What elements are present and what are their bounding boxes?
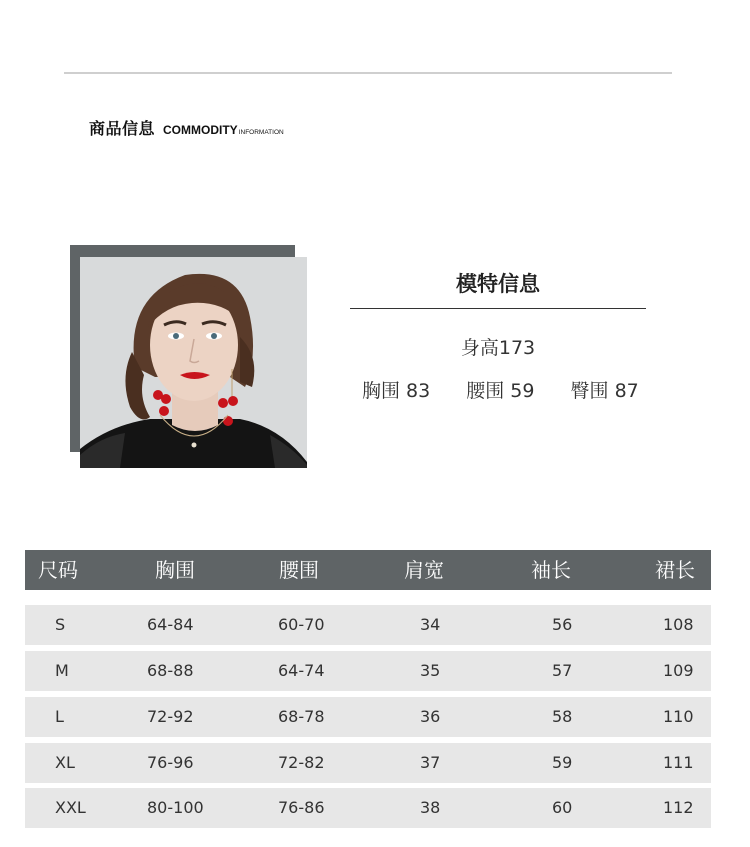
model-photo xyxy=(80,257,307,468)
section-title-cn: 商品信息 xyxy=(89,119,156,138)
skirt-length-cell: 108 xyxy=(663,615,694,634)
sleeve-cell: 58 xyxy=(552,707,573,726)
header-shoulder: 肩宽 xyxy=(404,558,444,582)
header-bust: 胸围 xyxy=(155,558,195,582)
bust-cell: 80-100 xyxy=(147,798,204,817)
sleeve-cell: 57 xyxy=(552,661,573,680)
waist-cell: 72-82 xyxy=(278,753,325,772)
skirt-length-cell: 111 xyxy=(663,753,694,772)
shoulder-cell: 35 xyxy=(420,661,441,680)
shoulder-cell: 36 xyxy=(420,707,441,726)
table-row xyxy=(25,788,711,828)
sleeve-cell: 56 xyxy=(552,615,573,634)
waist-cell: 76-86 xyxy=(278,798,325,817)
bust-cell: 64-84 xyxy=(147,615,194,634)
shoulder-cell: 34 xyxy=(420,615,441,634)
size-cell: XXL xyxy=(55,798,86,817)
table-row xyxy=(25,743,711,783)
size-table-header xyxy=(25,550,711,590)
bust-cell: 68-88 xyxy=(147,661,194,680)
section-title xyxy=(89,116,284,139)
top-divider xyxy=(64,72,672,74)
bust-cell: 76-96 xyxy=(147,753,194,772)
waist-cell: 64-74 xyxy=(278,661,325,680)
sleeve-cell: 59 xyxy=(552,753,573,772)
header-sleeve: 袖长 xyxy=(531,558,571,582)
bust-cell: 72-92 xyxy=(147,707,194,726)
header-waist: 腰围 xyxy=(279,558,319,582)
model-waist: 腰围 59 xyxy=(466,380,535,402)
size-cell: XL xyxy=(55,753,75,772)
section-title-en: COMMODITY xyxy=(163,123,238,137)
model-bust: 胸围 83 xyxy=(362,380,431,402)
model-height: 身高173 xyxy=(460,337,536,359)
skirt-length-cell: 112 xyxy=(663,798,694,817)
sleeve-cell: 60 xyxy=(552,798,573,817)
table-row xyxy=(25,651,711,691)
model-portrait-illustration xyxy=(80,257,307,468)
shoulder-cell: 37 xyxy=(420,753,441,772)
skirt-length-cell: 109 xyxy=(663,661,694,680)
waist-cell: 68-78 xyxy=(278,707,325,726)
header-skirt-length: 裙长 xyxy=(655,558,695,582)
model-info xyxy=(350,268,646,360)
shoulder-cell: 38 xyxy=(420,798,441,817)
waist-cell: 60-70 xyxy=(278,615,325,634)
size-cell: S xyxy=(55,615,66,634)
header-size: 尺码 xyxy=(38,558,78,582)
table-row xyxy=(25,697,711,737)
model-info-title: 模特信息 xyxy=(350,268,646,309)
size-cell: L xyxy=(55,707,64,726)
size-cell: M xyxy=(55,661,69,680)
section-title-en-small: INFORMATION xyxy=(238,129,284,136)
model-measures xyxy=(362,376,639,403)
skirt-length-cell: 110 xyxy=(663,707,694,726)
table-row xyxy=(25,605,711,645)
model-hip: 臀围 87 xyxy=(570,380,639,402)
